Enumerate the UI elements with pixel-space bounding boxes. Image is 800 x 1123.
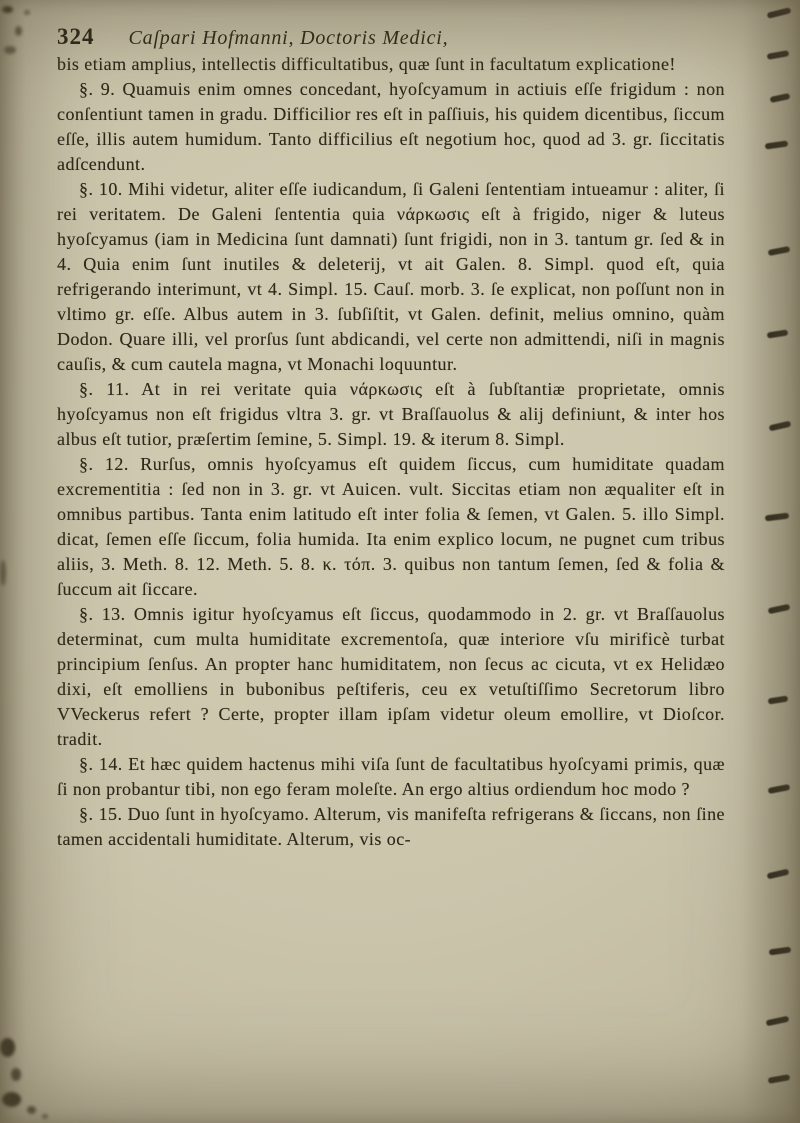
paragraph-section-10: §. 10. Mihi videtur, aliter eſſe iudicandum, ſi Galeni ſententiam intueamur : aliter, ſi rei veritatem. De Galeni ſententia quia νάρκωσις eſt à frigido, niger & luteus hyoſcyamus (iam in Medicina ſunt damnati) ſunt frigidi, non in 3. tantum gr. ſed & in 4. Quia enim ſunt inutiles & deleterij, vt ait Galen. 8. Simpl. quod eſt, quia refrigerando interimunt, vt 4. Simpl. 15. Cauſ. morb. 3. ſe explicat, non poſſunt non in vltimo gr. eſſe. Albus autem in 3. ſubſiſtit, vt Galen. definit, melius omnino, quàm Dodon. Quare illi, vel prorſus ſunt abdicandi, vel certe non admittendi, niſi in magnis cauſis, & cum cautela magna, vt Monachi loquuntur. [57,179,725,374]
ink-mark [765,140,789,149]
stain-speck [27,1106,36,1114]
stain-speck [15,26,22,36]
ink-mark [768,784,791,794]
paragraph-section-11: §. 11. At in rei veritate quia νάρκωσις eſt à ſubſtantiæ proprietate, omnis hyoſcyamus non eſt frigidus vltra 3. gr. vt Braſſauolus & alij definiunt, & inter hos albus eſt tutior, præſertim ſemine, 5. Simpl. 19. & iterum 8. Simpl. [57,379,725,449]
stain-speck [0,560,6,586]
ink-mark [768,1074,791,1084]
ink-mark [769,946,792,955]
page-number: 324 [57,24,95,49]
stain-speck [24,10,30,15]
stain-speck [11,1068,21,1081]
stain-speck [42,1114,48,1119]
ink-mark [766,1016,790,1027]
ink-mark [767,329,789,338]
ink-mark [767,7,792,19]
paragraph-section-12: §. 12. Rurſus, omnis hyoſcyamus eſt quidem ſiccus, cum humiditate quadam excrementitia : ſed non in 3. gr. vt Auicen. vult. Siccitas etiam non æqualiter eſt in omnibus partibus. Tanta enim latitudo eſt inter folia & ſemen, vt Galen. 5. illo Simpl. dicat, ſemen eſſe ſiccum, folia humida. Ita enim explico locum, ne pugnet cum tribus aliis, 3. Meth. 8. 12. Meth. 5. 8. κ. τόπ. 3. quibus non tantum ſemen, ſed & folia & ſuccum ait ſiccare. [57,454,725,599]
ink-mark [769,421,792,432]
ink-mark [767,869,790,880]
paragraph-continuation: bis etiam amplius, intellectis difficultatibus, quæ ſunt in facultatum explicatione! [57,54,676,74]
ink-mark [768,695,789,704]
ink-mark [770,93,791,103]
paragraph-section-14: §. 14. Et hæc quidem hactenus mihi viſa ſunt de facultatibus hyoſcyami primis, quæ ſi non probantur tibi, non ego feram moleſte. An ergo altius ordiendum hoc modo ? [57,754,725,799]
ink-mark [767,50,790,60]
ink-mark [765,513,790,522]
paragraph-section-9: §. 9. Quamuis enim omnes concedant, hyoſcyamum in actiuis eſſe frigidum : non conſentiunt tamen in gradu. Difficilior res eſt in paſſiuis, his quidem dicentibus, ſiccum eſſe, illis autem humidum. Tanto difficilius eſt negotium hoc, quod ad 3. gr. ſiccitatis adſcendunt. [57,79,725,174]
running-title: Caſpari Hofmanni, Doctoris Medici, [128,27,449,49]
stain-speck [2,6,13,13]
ink-mark [768,246,791,256]
page-header [57,24,727,50]
stain-speck [4,46,16,54]
paragraph-section-13: §. 13. Omnis igitur hyoſcyamus eſt ſiccus, quodammodo in 2. gr. vt Braſſauolus determinat, cum multa humiditate excrementoſa, quæ interiore vſu mirificè turbat principium ſenſus. An propter hanc humiditatem, non ſecus ac cicuta, vt ex Helidæo dixi, eſt emolliens in bubonibus peſtiferis, ceu ex vetuſtiſſimo Secretorum libro VVeckerus refert ? Certe, propter illam ipſam videtur oleum emollire, vt Dioſcor. tradit. [57,604,725,749]
ink-mark [768,604,791,614]
stain-speck [2,1092,21,1107]
stain-speck [0,1038,15,1057]
paragraph-section-15: §. 15. Duo ſunt in hyoſcyamo. Alterum, vis manifeſta refrigerans & ſiccans, non ſine tamen accidentali humiditate. Alterum, vis oc- [57,804,725,849]
text-block [57,52,725,852]
